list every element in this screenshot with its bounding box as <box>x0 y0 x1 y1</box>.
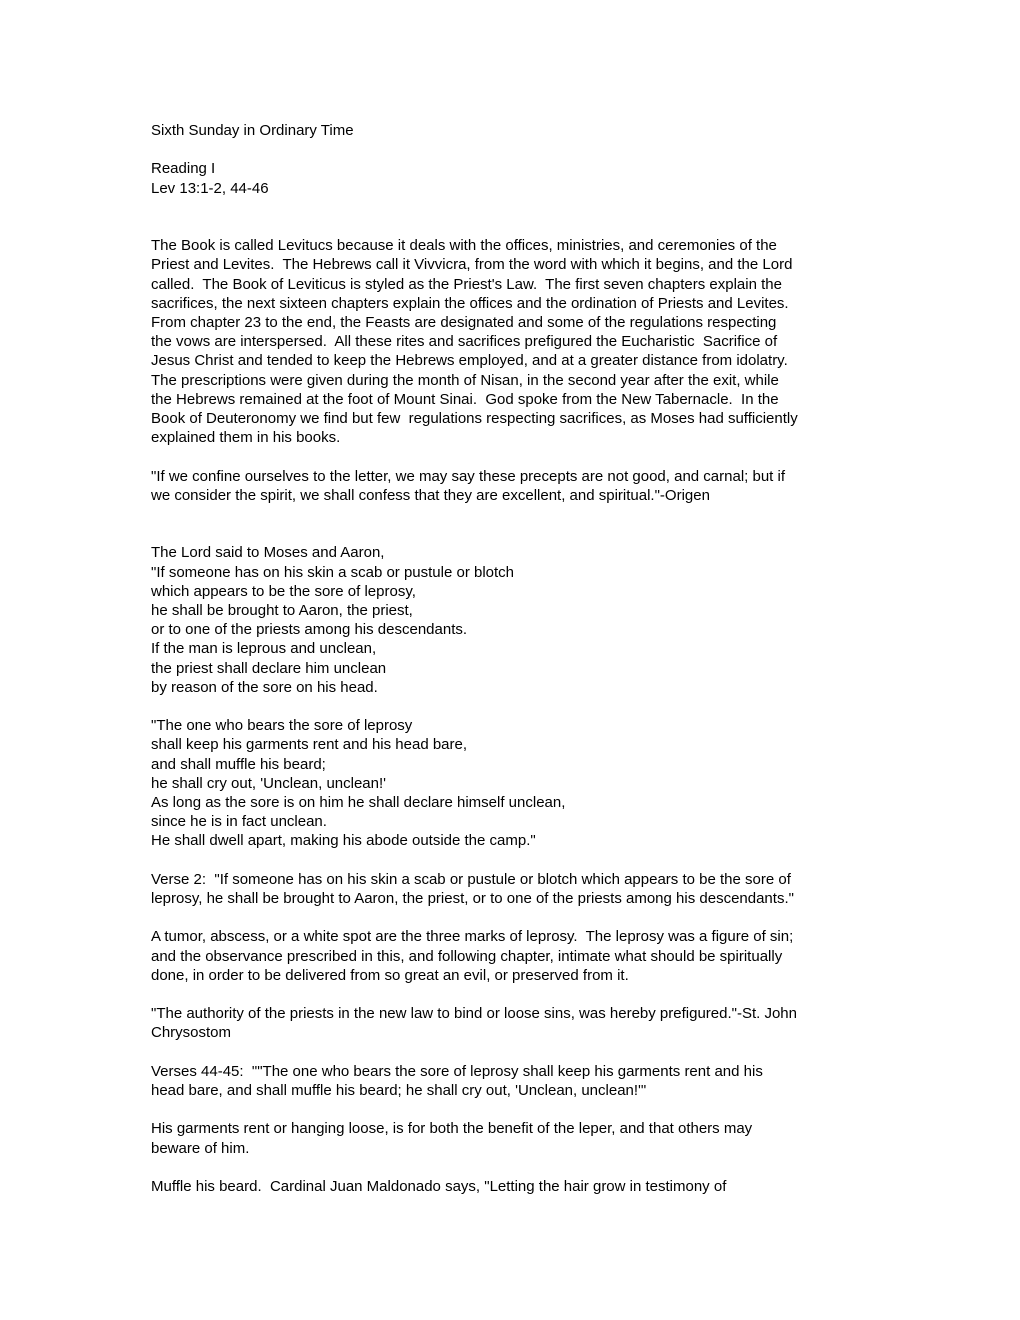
scripture-line: The Lord said to Moses and Aaron, <box>151 544 385 562</box>
paragraph-line: The Book is called Levitucs because it deals with the offices, ministries, and ceremonies of the <box>151 237 777 255</box>
quote-line: we consider the spirit, we shall confess that they are excellent, and spiritual."-Origen <box>151 486 710 504</box>
reading-citation: Lev 13:1-2, 44-46 <box>151 179 269 197</box>
verse-2-commentary <box>151 870 876 908</box>
scripture-line: He shall dwell apart, making his abode outside the camp." <box>151 832 536 850</box>
paragraph-line: the Hebrews remained at the foot of Mount Sinai. God spoke from the New Tabernacle. In the <box>151 390 779 408</box>
paragraph-line: sacrifices, the next sixteen chapters explain the offices and the ordination of Priests and Levites. <box>151 294 789 312</box>
origen-quote <box>151 467 876 505</box>
scripture-line: since he is in fact unclean. <box>151 813 327 831</box>
paragraph-line: Jesus Christ and tended to keep the Hebrews employed, and at a greater distance from idolatry. <box>151 352 788 370</box>
scripture-line: the priest shall declare him unclean <box>151 659 387 677</box>
scripture-line: or to one of the priests among his descendants. <box>151 621 468 639</box>
quote-line: "The authority of the priests in the new law to bind or loose sins, was hereby prefigured."-St. John <box>151 1005 797 1023</box>
paragraph-line: The prescriptions were given during the month of Nisan, in the second year after the exit, while <box>151 371 779 389</box>
paragraph-line: Muffle his beard. Cardinal Juan Maldonado says, "Letting the hair grow in testimony of <box>151 1178 727 1195</box>
title-text: Sixth Sunday in Ordinary Time <box>151 122 354 139</box>
garments-paragraph <box>151 1119 876 1157</box>
scripture-line: "The one who bears the sore of leprosy <box>151 717 413 735</box>
paragraph-line: head bare, and shall muffle his beard; he shall cry out, 'Unclean, unclean!'" <box>151 1082 647 1100</box>
reading-heading <box>151 159 876 197</box>
paragraph-line: explained them in his books. <box>151 429 341 447</box>
scripture-line: "If someone has on his skin a scab or pustule or blotch <box>151 563 515 581</box>
paragraph-line: Book of Deuteronomy we find but few regulations respecting sacrifices, as Moses had sufficiently <box>151 410 798 428</box>
paragraph-line: the vows are interspersed. All these rites and sacrifices prefigured the Eucharistic Sacrifice of <box>151 333 778 351</box>
paragraph-line: A tumor, abscess, or a white spot are the three marks of leprosy. The leprosy was a figure of sin; <box>151 928 794 946</box>
leprosy-marks-paragraph <box>151 927 876 985</box>
scripture-stanza-2 <box>151 716 876 850</box>
scripture-line: he shall be brought to Aaron, the priest, <box>151 602 413 620</box>
paragraph-line: beware of him. <box>151 1139 250 1157</box>
scripture-line: which appears to be the sore of leprosy, <box>151 582 416 600</box>
scripture-line: by reason of the sore on his head. <box>151 678 378 696</box>
muffle-beard-paragraph <box>151 1177 876 1196</box>
quote-line: "If we confine ourselves to the letter, we may say these precepts are not good, and carnal; but if <box>151 467 786 485</box>
document-page <box>151 121 876 1215</box>
scripture-stanza-1 <box>151 543 876 697</box>
paragraph-line: Priest and Levites. The Hebrews call it Vivvicra, from the word with which it begins, and the Lord <box>151 256 793 274</box>
quote-line: Chrysostom <box>151 1024 232 1042</box>
scripture-line: he shall cry out, 'Unclean, unclean!' <box>151 774 387 792</box>
paragraph-line: leprosy, he shall be brought to Aaron, the priest, or to one of the priests among his descendants." <box>151 890 794 908</box>
paragraph-line: From chapter 23 to the end, the Feasts are designated and some of the regulations respecting <box>151 314 777 331</box>
reading-label: Reading I <box>151 160 216 178</box>
paragraph-line: called. The Book of Leviticus is styled as the Priest's Law. The first seven chapters explain the <box>151 275 782 293</box>
paragraph-line: and the observance prescribed in this, and following chapter, intimate what should be spiritually <box>151 947 783 965</box>
scripture-line: and shall muffle his beard; <box>151 755 326 773</box>
document-title <box>151 121 876 140</box>
scripture-line: shall keep his garments rent and his head bare, <box>151 736 468 754</box>
scripture-line: As long as the sore is on him he shall declare himself unclean, <box>151 794 566 812</box>
intro-paragraph <box>151 236 876 447</box>
paragraph-line: Verses 44-45: ""The one who bears the sore of leprosy shall keep his garments rent and his <box>151 1062 763 1080</box>
scripture-line: If the man is leprous and unclean, <box>151 640 377 658</box>
paragraph-line: done, in order to be delivered from so great an evil, or preserved from it. <box>151 966 629 984</box>
paragraph-line: Verse 2: "If someone has on his skin a scab or pustule or blotch which appears to be the sore of <box>151 870 791 888</box>
chrysostom-quote <box>151 1004 876 1042</box>
paragraph-line: His garments rent or hanging loose, is for both the benefit of the leper, and that others may <box>151 1120 753 1138</box>
verses-44-45-commentary <box>151 1062 876 1100</box>
